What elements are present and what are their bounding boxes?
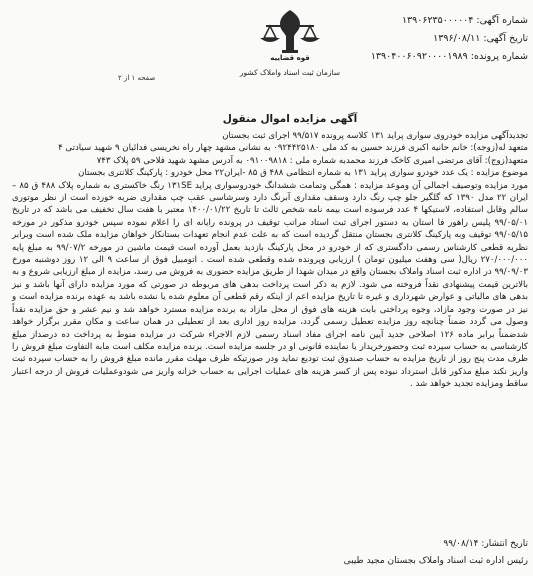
notice-title: آگهی مزایده اموال منقول (222, 113, 358, 125)
paragraph: موضوع مزایده : یک عدد خودرو سواری پراید ۱۳۱ به شماره انتظامی ۴۸۸ ق ۸۵ -ایران۲۲ محل خودرو : پارکینگ کلانتری بجستان (78, 168, 528, 179)
judiciary-logo (230, 4, 350, 88)
notice-footer (220, 536, 528, 570)
notice-date: تاریخ آگهی: ۱۳۹۶/۰۸/۱۱ (433, 33, 528, 44)
paragraph: متعهد له(زوجه): خانم حانیه اکبری فرزند حسین به کد ملی ۰۹۲۴۴۲۵۱۸۰ به نشانی مشهد چهار راه نخریسی فدائیان ۹ شهید سیادتی ۴ (58, 143, 528, 154)
page-indicator: صفحه ۱ از ۲ (118, 74, 156, 82)
org-subtitle: سازمان ثبت اسناد واملاک کشور (239, 68, 341, 77)
file-number: شماره پرونده: ۱۳۹۰۴۰۰۶۰۹۲۰۰۰۰۱۹۸۹ (370, 51, 528, 62)
letter-number: شماره آگهی: ۱۳۹۰۶۲۳۵۰۰۰۰۰۴ (401, 15, 528, 26)
paragraph: مورد مزایده وتوصیف اجمالی آن وموعد مزایده : همگی وتمامت ششدانگ خودروسواری پراید ۱۳۱SE رنگ خاکستری به شماره پلاک ۴۸۸ ق ۸۵ – ایران ۲۲ مدل ۱۳۹۰ که گلگیر جلو چپ رنگ دارد وسقف مقداری آبرنگ دارد وسرشاسی عقب چپ مقداری ضربه خورده است از نظر موتوری سالم وقابل استفاده، لاستیکها ۴ عدد فرسوده است بیمه نامه شخص ثالث تا تاریخ ۱۴۰۰/۰۱/۲۲ معتبر با هفت سال تخفیف می باشد که در تاریخ ۹۹/۰۵/۰۱ پلیس راهور فا استان به دستور اجرای ثبت استاد مراتب توقیف در پرونده رایانه ای را اعلام نموده سپس خودرو مذکور در مورخه ۹۹/۰۵/۱۵ توقیف وبه پارکینگ کلانتری بجستان منتقل گردیده است که به علت عدم انجام تعهدات بستانکار خواهان مزایده ملک شده است وبرابر نظریه قطعی کارشناس رسمی دادگستری که از خودرو در محل پارکینگ بازدید بعمل آورده است قیمت ماشین در مورخه ۹۹/۰۷/۲ به مبلغ پایه ۲۷۰/۰۰۰/۰۰۰ ریال( سی وهفت میلیون تومان ) ارزیابی وپرونده شده وقطعی شده است . اتومبیل فوق از ساعت ۹ الی ۱۲ روز دوشنبه مورخ ۹۹/۰۹/۰۳ در اداره ثبت اسناد واملاک بجستان واقع در میدان شهدا از طریق مزایده حضوری به فروش می رسد، مزایده از مبلغ ارزیابی شروع و به بالاترین قیمت پیشنهادی نقداً فروخته می شود. لازم به ذکر است پرداخت بدهی های مربوطه در صورتی که مورد مزایده دارای آنها باشد و نیز بدهی های مالیاتی و عوارض شهرداری و غیره تا تاریخ مزایده اعم از اینکه رقم قطعی آن معلوم شده یا نشده باشد به عهده برنده مزایده است و نیز در صورت وجود مازاد، وجوه پرداختی بابت هزینه های فوق از محل مازاد به برنده مزایده مسترد خواهد شد و نیم عشر و حق مزایده نقداً وصول می گردد ضمناً چنانچه روز مزایده تعطیل رسمی گردد، مزایده روز اداری بعد از تعطیلی در همان ساعت و مکان مقرر برگزار خواهد شدضمناً برابر ماده ۱۲۶ اصلاحی جدید آیین نامه اجرای مفاد اسناد رسمی لازم الاجراء شرکت در مزایده منوط به پرداخت ده درصداز مبلغ کارشناسی به حساب سپرده ثبت وحضورخریدار یا نماینده قانونی او در جلسه مزایده است. برنده مزایده مکلف است مابه التفاوت مبلغ فروش را ظرف مدت پنج روز از تاریخ مزایده به حساب صندوق ثبت تودیع نماید ودر صورتیکه ظرف مهلت مقرر مانده مبلغ فروش را به حساب سپرده ثبت واریز نکند مبلغ مذکور قابل استرداد نبوده پس از کسر هزینه های عملیات اجرایی به حساب خزانه واریز می شودوعملیات فروش از درجه اعتبار ساقط ومزایده تجدید خواهد شد . (12, 180, 529, 390)
publish-date: تاریخ انتشار: ۹۹/۰۸/۱۴ (443, 539, 528, 549)
paragraph: تجدیدآگهی مزایده خودروی سواری پراید ۱۳۱ کلاسه پرونده ۹۹/۵۱۷ اجرای ثبت بجستان (222, 131, 528, 141)
notice-meta (356, 12, 528, 66)
org-name: قوه قضاییه (270, 54, 310, 62)
paragraph: متعهد(زوج): آقای مرتضی امیری کاخک فرزند محمدبه شماره ملی : ۰۹۱۰۰۹۸۱۸ به آدرس مشهد شهید فلاحی ۵۹ پلاک ۷۴۳ (96, 155, 528, 166)
signature: رئیس اداره ثبت اسناد واملاک بجستان مجید طیبی (343, 556, 528, 566)
notice-body (12, 130, 528, 391)
